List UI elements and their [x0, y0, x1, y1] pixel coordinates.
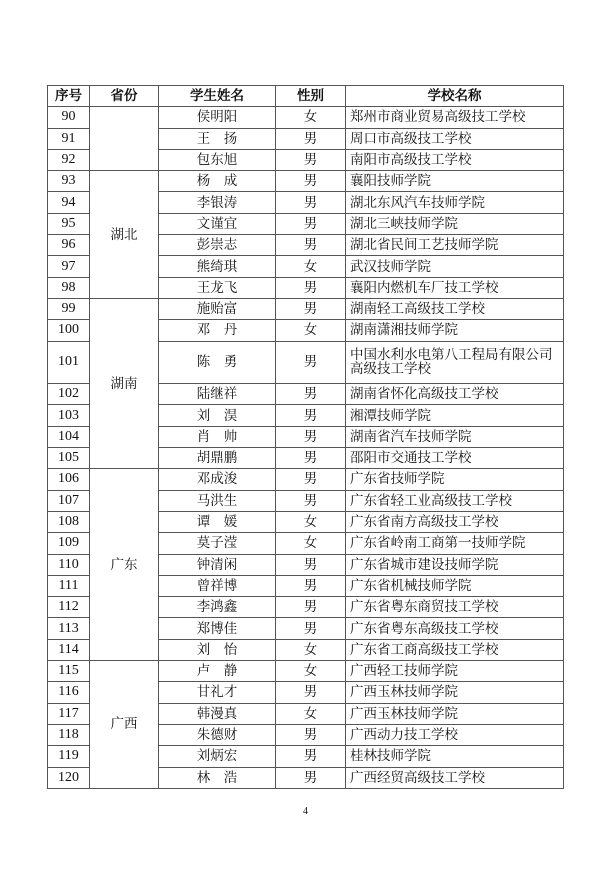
gender: 男 — [276, 171, 346, 192]
table-row — [48, 298, 564, 319]
school-name: 郑州市商业贸易高级技工学校 — [346, 107, 564, 128]
student-name: 王 扬 — [159, 128, 276, 149]
row-number: 94 — [48, 192, 90, 213]
school-name: 邵阳市交通技工学校 — [346, 448, 564, 469]
gender: 女 — [276, 107, 346, 128]
school-name: 广东省轻工业高级技工学校 — [346, 490, 564, 511]
school-name: 广西玉林技师学院 — [346, 703, 564, 724]
gender: 女 — [276, 511, 346, 532]
page-number: 4 — [303, 806, 308, 817]
header-school: 学校名称 — [346, 86, 564, 107]
school-name: 湖北东风汽车技师学院 — [346, 192, 564, 213]
school-name: 广西动力技工学校 — [346, 724, 564, 745]
gender: 女 — [276, 256, 346, 277]
table-row — [48, 171, 564, 192]
student-name: 刘 淏 — [159, 405, 276, 426]
school-name: 湖北省民间工艺技师学院 — [346, 235, 564, 256]
header-no: 序号 — [48, 86, 90, 107]
student-name: 陆继祥 — [159, 384, 276, 405]
row-number: 100 — [48, 320, 90, 341]
gender: 男 — [276, 128, 346, 149]
school-name: 广西轻工技师学院 — [346, 661, 564, 682]
school-name: 广东省南方高级技工学校 — [346, 511, 564, 532]
row-number: 110 — [48, 554, 90, 575]
gender: 男 — [276, 298, 346, 319]
student-name: 陈 勇 — [159, 341, 276, 384]
student-name: 王龙飞 — [159, 277, 276, 298]
gender: 女 — [276, 661, 346, 682]
student-name: 侯明阳 — [159, 107, 276, 128]
row-number: 97 — [48, 256, 90, 277]
school-name: 湘潭技师学院 — [346, 405, 564, 426]
gender: 男 — [276, 618, 346, 639]
row-number: 101 — [48, 341, 90, 384]
gender: 女 — [276, 533, 346, 554]
student-name: 施贻富 — [159, 298, 276, 319]
school-name: 广东省粤东高级技工学校 — [346, 618, 564, 639]
gender: 女 — [276, 703, 346, 724]
school-name: 桂林技师学院 — [346, 746, 564, 767]
student-name: 李鸿鑫 — [159, 597, 276, 618]
student-name: 胡鼎鹏 — [159, 448, 276, 469]
gender: 男 — [276, 724, 346, 745]
school-name: 湖南潇湘技师学院 — [346, 320, 564, 341]
province-cell — [90, 107, 159, 171]
row-number: 116 — [48, 682, 90, 703]
header-name: 学生姓名 — [159, 86, 276, 107]
row-number: 99 — [48, 298, 90, 319]
student-name: 马洪生 — [159, 490, 276, 511]
school-name: 襄阳技师学院 — [346, 171, 564, 192]
school-name: 襄阳内燃机车厂技工学校 — [346, 277, 564, 298]
student-name: 邓成浚 — [159, 469, 276, 490]
table-row — [48, 661, 564, 682]
gender: 男 — [276, 597, 346, 618]
student-name: 包东旭 — [159, 149, 276, 170]
student-table — [47, 85, 564, 789]
student-name: 邓 丹 — [159, 320, 276, 341]
student-name: 谭 媛 — [159, 511, 276, 532]
row-number: 92 — [48, 149, 90, 170]
student-name: 刘炳宏 — [159, 746, 276, 767]
row-number: 96 — [48, 235, 90, 256]
school-name: 周口市高级技工学校 — [346, 128, 564, 149]
school-name: 广西经贸高级技工学校 — [346, 767, 564, 788]
province-cell: 广西 — [90, 661, 159, 789]
student-name: 曾祥博 — [159, 575, 276, 596]
school-name: 湖南省怀化高级技工学校 — [346, 384, 564, 405]
table-body — [48, 107, 564, 789]
gender: 男 — [276, 384, 346, 405]
student-name: 李银涛 — [159, 192, 276, 213]
gender: 男 — [276, 277, 346, 298]
school-name: 湖南省汽车技师学院 — [346, 426, 564, 447]
province-cell: 广东 — [90, 469, 159, 661]
school-name: 广东省城市建设技师学院 — [346, 554, 564, 575]
student-name: 刘 怡 — [159, 639, 276, 660]
gender: 男 — [276, 341, 346, 384]
row-number: 102 — [48, 384, 90, 405]
header-province: 省份 — [90, 86, 159, 107]
student-name: 林 浩 — [159, 767, 276, 788]
row-number: 90 — [48, 107, 90, 128]
table-row — [48, 107, 564, 128]
school-name: 湖北三峡技师学院 — [346, 213, 564, 234]
row-number: 117 — [48, 703, 90, 724]
school-name: 中国水利水电第八工程局有限公司高级技工学校 — [346, 341, 564, 384]
row-number: 104 — [48, 426, 90, 447]
row-number: 118 — [48, 724, 90, 745]
row-number: 107 — [48, 490, 90, 511]
gender: 男 — [276, 213, 346, 234]
gender: 女 — [276, 320, 346, 341]
row-number: 115 — [48, 661, 90, 682]
gender: 男 — [276, 469, 346, 490]
student-name: 韩漫真 — [159, 703, 276, 724]
student-name: 钟清闲 — [159, 554, 276, 575]
row-number: 120 — [48, 767, 90, 788]
student-name: 甘礼才 — [159, 682, 276, 703]
student-name: 莫子滢 — [159, 533, 276, 554]
gender: 男 — [276, 682, 346, 703]
school-name: 广东省机械技师学院 — [346, 575, 564, 596]
gender: 男 — [276, 405, 346, 426]
row-number: 111 — [48, 575, 90, 596]
province-cell: 湖北 — [90, 171, 159, 299]
row-number: 106 — [48, 469, 90, 490]
row-number: 119 — [48, 746, 90, 767]
table-row — [48, 469, 564, 490]
row-number: 93 — [48, 171, 90, 192]
gender: 男 — [276, 490, 346, 511]
gender: 男 — [276, 192, 346, 213]
student-name: 朱德财 — [159, 724, 276, 745]
school-name: 广东省技师学院 — [346, 469, 564, 490]
school-name: 武汉技师学院 — [346, 256, 564, 277]
row-number: 98 — [48, 277, 90, 298]
student-name: 卢 静 — [159, 661, 276, 682]
gender: 男 — [276, 235, 346, 256]
header-gender: 性别 — [276, 86, 346, 107]
row-number: 114 — [48, 639, 90, 660]
row-number: 95 — [48, 213, 90, 234]
row-number: 109 — [48, 533, 90, 554]
gender: 男 — [276, 575, 346, 596]
gender: 男 — [276, 746, 346, 767]
student-name: 熊绮琪 — [159, 256, 276, 277]
province-cell: 湖南 — [90, 298, 159, 468]
gender: 男 — [276, 448, 346, 469]
school-name: 广东省岭南工商第一技师学院 — [346, 533, 564, 554]
gender: 男 — [276, 767, 346, 788]
student-name: 郑博佳 — [159, 618, 276, 639]
school-name: 广西玉林技师学院 — [346, 682, 564, 703]
row-number: 91 — [48, 128, 90, 149]
school-name: 广东省粤东商贸技工学校 — [346, 597, 564, 618]
row-number: 105 — [48, 448, 90, 469]
row-number: 113 — [48, 618, 90, 639]
student-name: 杨 成 — [159, 171, 276, 192]
table-header-row — [48, 86, 564, 107]
row-number: 103 — [48, 405, 90, 426]
row-number: 108 — [48, 511, 90, 532]
school-name: 南阳市高级技工学校 — [346, 149, 564, 170]
school-name: 广东省工商高级技工学校 — [346, 639, 564, 660]
gender: 男 — [276, 554, 346, 575]
student-name: 肖 帅 — [159, 426, 276, 447]
student-name: 彭崇志 — [159, 235, 276, 256]
row-number: 112 — [48, 597, 90, 618]
gender: 男 — [276, 149, 346, 170]
gender: 女 — [276, 639, 346, 660]
student-name: 文谨宜 — [159, 213, 276, 234]
gender: 男 — [276, 426, 346, 447]
school-name: 湖南轻工高级技工学校 — [346, 298, 564, 319]
